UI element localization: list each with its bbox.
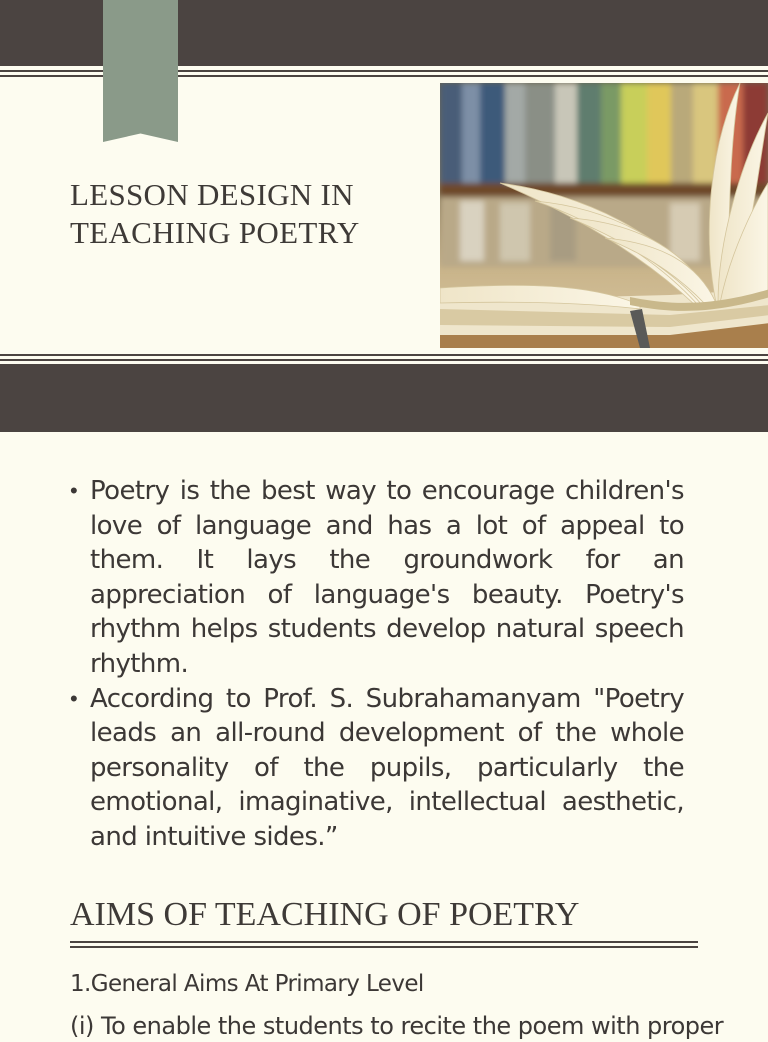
bullet-dot-icon: •: [70, 685, 78, 711]
open-book-image: [440, 83, 768, 348]
slide-title-line-2: TEACHING POETRY: [70, 215, 360, 250]
slide-title-line-1: LESSON DESIGN IN: [70, 177, 354, 212]
heading-rule-upper: [70, 941, 698, 943]
section-heading: AIMS OF TEACHING OF POETRY: [70, 896, 580, 933]
bullet-item-2: [70, 682, 684, 855]
bottom-dark-band: [0, 364, 768, 432]
bottom-rule-thin: [0, 359, 768, 361]
bookmark-ribbon-icon: [103, 0, 178, 142]
bullet-list: [70, 474, 684, 855]
subheading: 1.General Aims At Primary Level: [70, 971, 424, 997]
slide-title: [70, 176, 430, 252]
heading-rule-lower: [70, 946, 698, 948]
open-book-photo: [440, 83, 768, 348]
bullet-item-1: [70, 474, 684, 682]
body-text-line: (i) To enable the students to recite the poem with proper: [70, 1012, 724, 1040]
title-slide: [0, 0, 768, 432]
bullet-text-1: Poetry is the best way to encourage children's love of language and has a lot of appeal to them. It lays the groundwork for an appreciation of language's beauty. Poetry's rhythm helps students develop natural speech rhythm.: [90, 476, 684, 679]
bottom-rule-upper: [0, 354, 768, 356]
bullet-text-2: According to Prof. S. Subrahamanyam "Poetry leads an all-round development of the whole personality of the pupils, particularly the emotional, imaginative, intellectual aesthetic, and intuitive sides.”: [90, 683, 684, 852]
bullet-dot-icon: •: [70, 478, 78, 503]
